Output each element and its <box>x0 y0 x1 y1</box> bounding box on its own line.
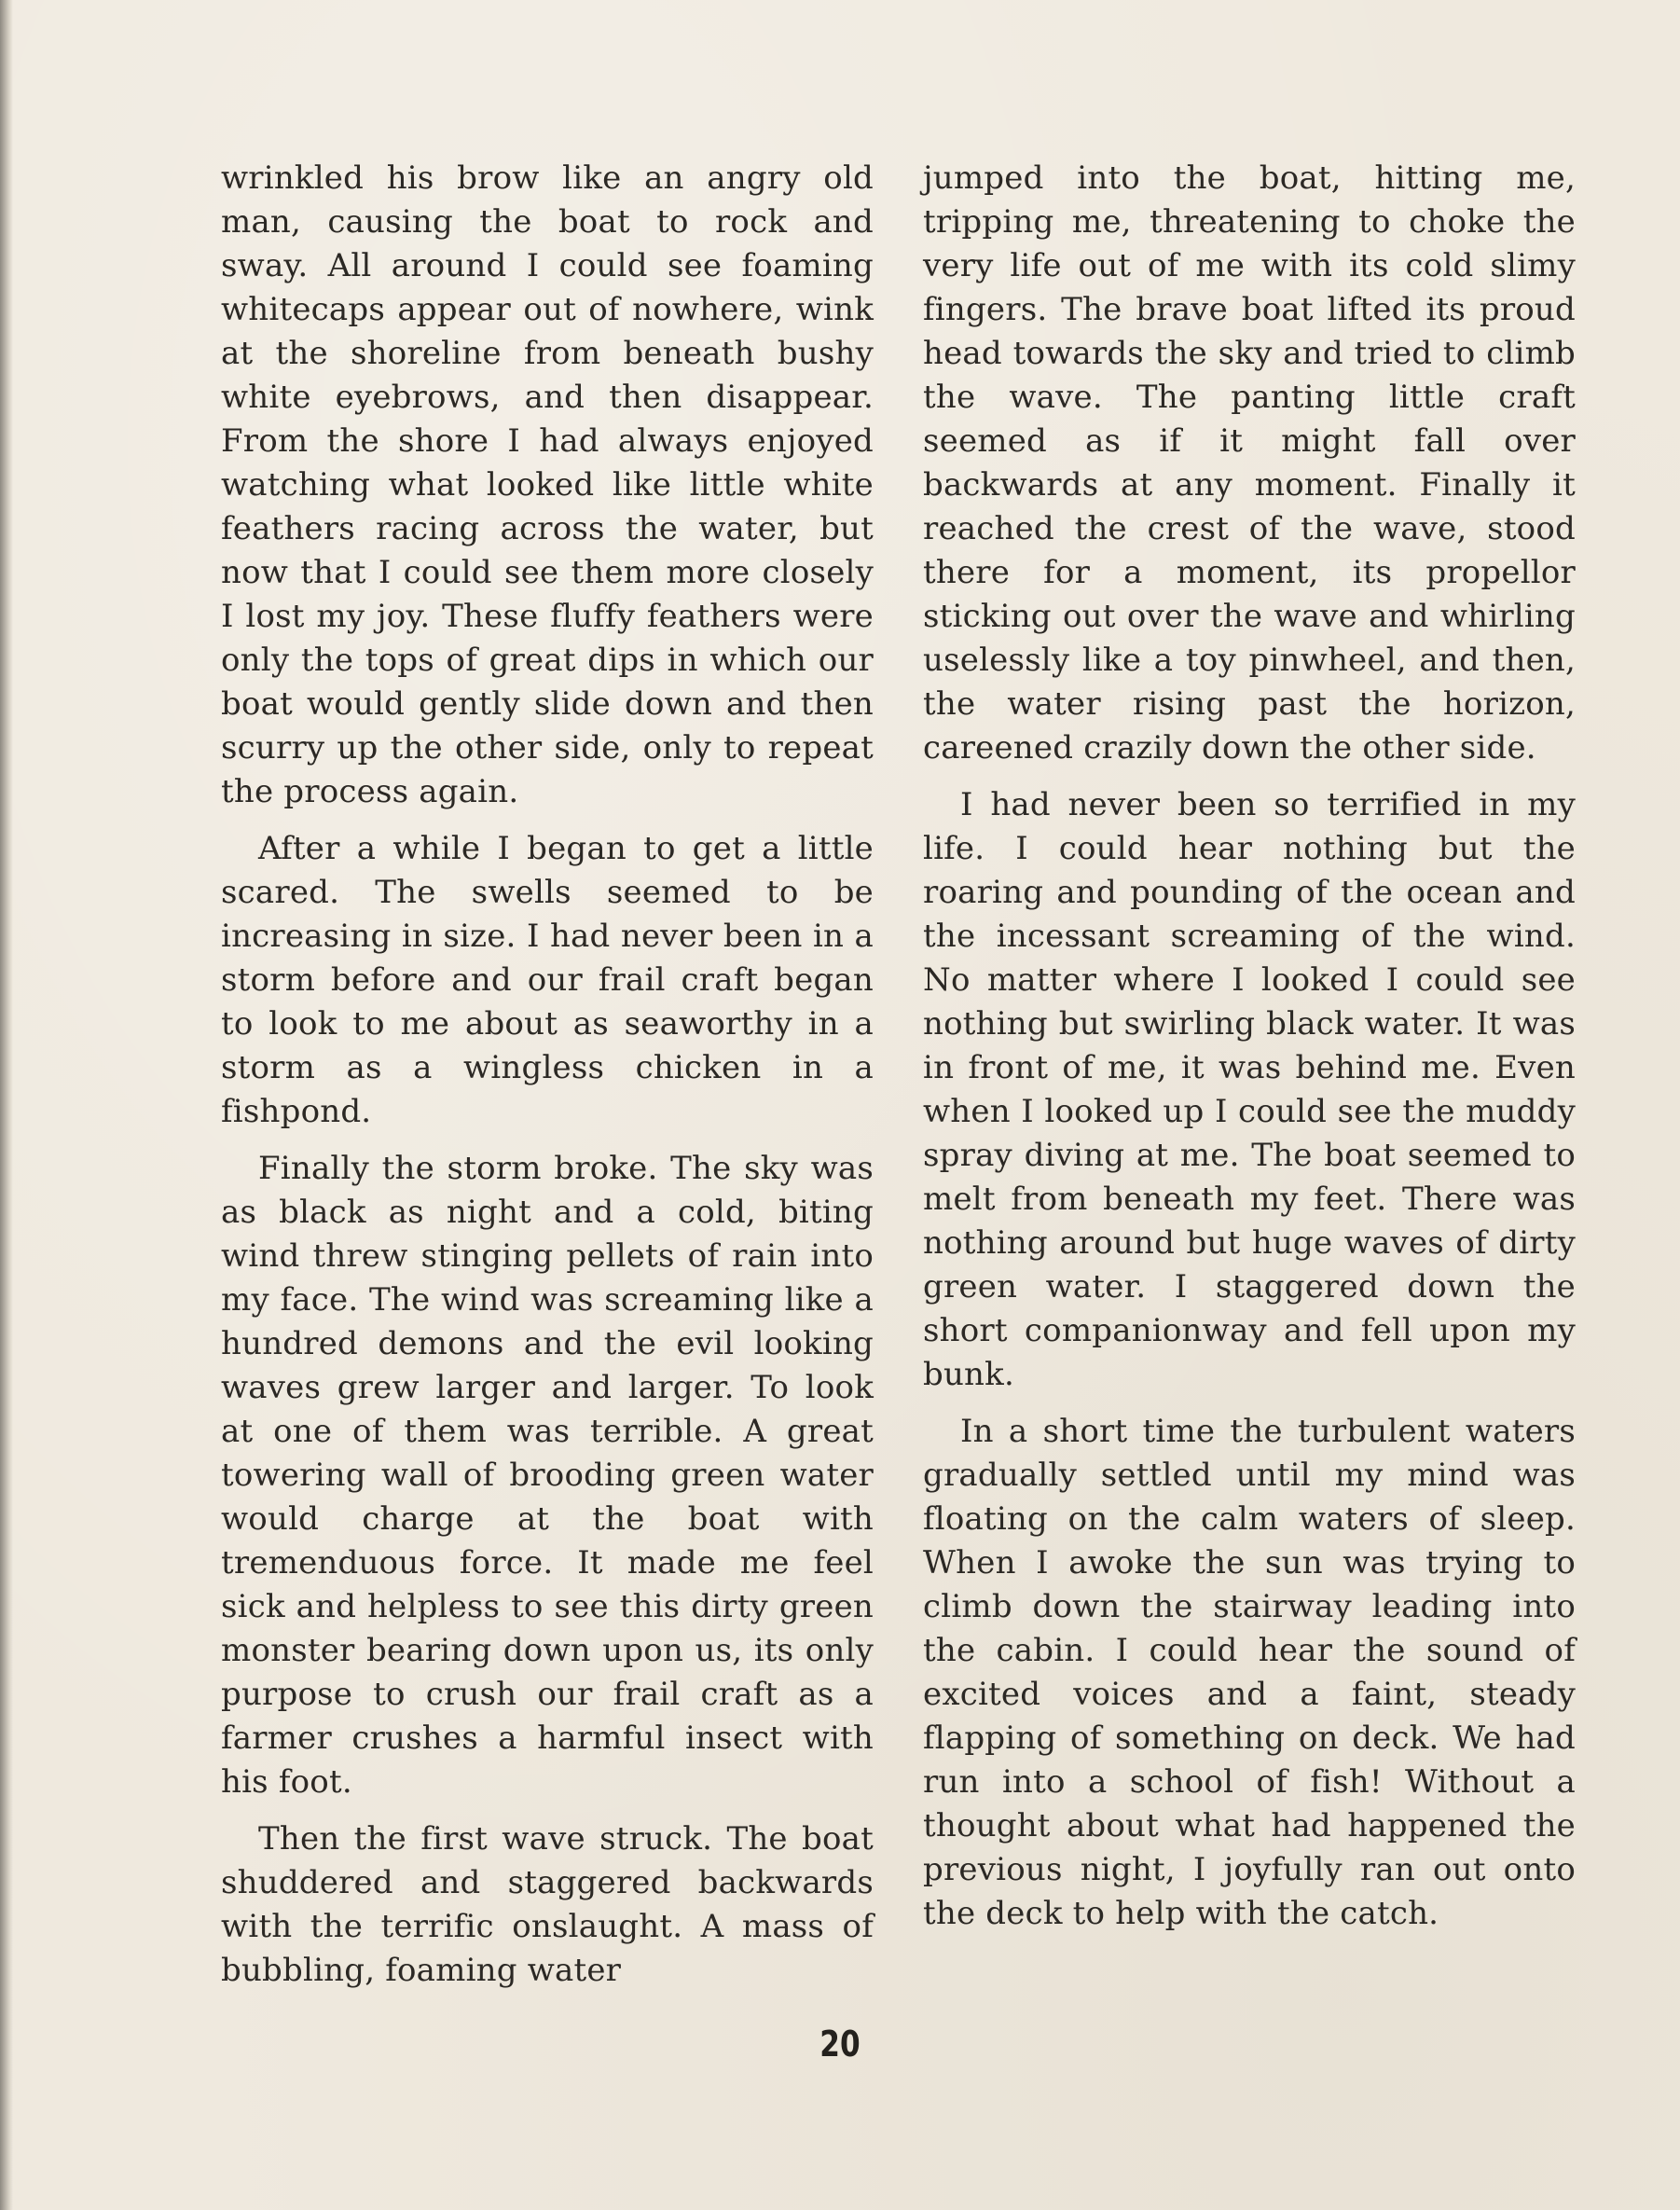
paragraph: Then the first wave struck. The boat shuddered and staggered backwards with the terrific onslaught. A mass of bubbling, foaming water <box>221 1820 874 1989</box>
page-binding-edge <box>0 0 13 2210</box>
paragraph: In a short time the turbulent waters gradually settled until my mind was floating on the calm waters of sleep. When I awoke the sun was trying to climb down the stairway leading into the cabin. I could hear the sound of excited voices and a faint, steady flapping of something on deck. We had run into a school of fish! Without a thought about what had happened the previous night, I joyfully ran out onto the deck to help with the catch. <box>923 1413 1576 1932</box>
page-number: 20 <box>819 2024 861 2065</box>
paragraph: After a while I began to get a little scared. The swells seemed to be increasing in size. I had never been in a storm before and our frail craft began to look to me about as seaworthy in a storm as a wingless chicken in a fishpond. <box>221 830 874 1130</box>
paragraph: I had never been so terrified in my life. I could hear nothing but the roaring and pounding of the ocean and the incessant screaming of the wind. No matter where I looked I could see nothing but swirling black water. It was in front of me, it was behind me. Even when I looked up I could see the muddy spray diving at me. The boat seemed to melt from beneath my feet. There was nothing around but huge waves of dirty green water. I staggered down the short companionway and fell upon my bunk. <box>923 786 1576 1393</box>
paragraph: jumped into the boat, hitting me, tripping me, threatening to choke the very life out of me with its cold slimy fingers. The brave boat lifted its proud head towards the sky and tried to climb the wave. The panting little craft seemed as if it might fall over backwards at any moment. Finally it reached the crest of the wave, stood there for a moment, its propellor sticking out over the wave and whirling uselessly like a toy pinwheel, and then, the water rising past the horizon, careened crazily down the other side. <box>923 159 1576 767</box>
paragraph: Finally the storm broke. The sky was as black as night and a cold, biting wind threw stinging pellets of rain into my face. The wind was screaming like a hundred demons and the evil looking waves grew larger and larger. To look at one of them was terrible. A great towering wall of brooding green water would charge at the boat with tremenduous force. It made me feel sick and helpless to see this dirty green monster bearing down upon us, its only purpose to crush our frail craft as a farmer crushes a harmful insect with his foot. <box>221 1150 874 1801</box>
left-text-column <box>221 157 874 2006</box>
paragraph: wrinkled his brow like an angry old man, causing the boat to rock and sway. All around I could see foaming whitecaps appear out of nowhere, wink at the shoreline from beneath bushy white eyebrows, and then disappear. From the shore I had always enjoyed watching what looked like little white feathers racing across the water, but now that I could see them more closely I lost my joy. These fluffy feathers were only the tops of great dips in which our boat would gently slide down and then scurry up the other side, only to repeat the process again. <box>221 159 874 810</box>
right-text-column <box>923 157 1576 1949</box>
